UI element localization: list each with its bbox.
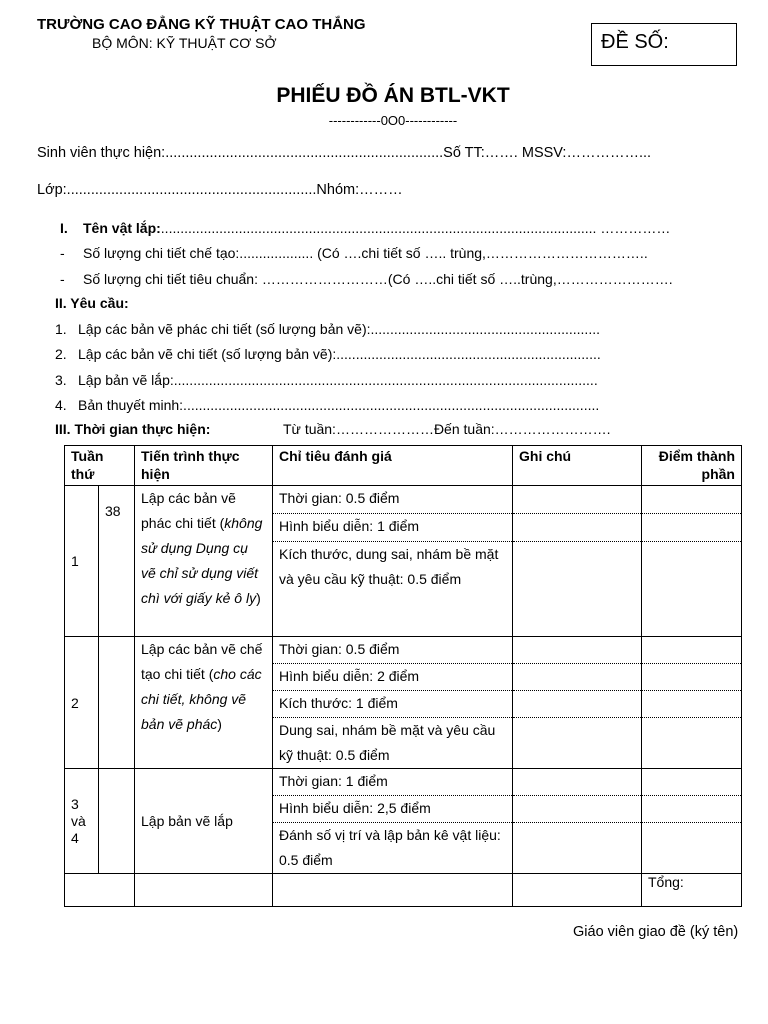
note-cell[interactable]	[513, 691, 642, 718]
table-header-row	[65, 446, 742, 486]
teacher-signature: Giáo viên giao đề (ký tên)	[573, 924, 739, 940]
section1-item-dash: -	[60, 271, 65, 287]
de-so-label: ĐỀ SỐ:	[601, 31, 669, 53]
score-cell[interactable]	[642, 691, 742, 718]
score-cell[interactable]	[642, 718, 742, 769]
section1-title: Tên vật lắp:	[83, 220, 161, 236]
header-criteria: Chỉ tiêu đánh giá	[273, 446, 513, 486]
section3-range: Từ tuần:…………………Đến tuần:…………………….	[283, 421, 611, 437]
note-cell[interactable]	[513, 769, 642, 796]
week-cell: 2	[65, 637, 99, 769]
section2-item: Lập các bản vẽ phác chi tiết (số lượng bản vẽ):...........................................................	[78, 321, 600, 337]
note-cell[interactable]	[513, 796, 642, 823]
total-week-cell	[65, 874, 135, 907]
header-score: Điểm thành phần	[642, 446, 742, 486]
student-line: Sinh viên thực hiện:.....................................................................Số TT:……. MSSV:……………...	[37, 145, 652, 161]
section2-item-num: 4.	[55, 397, 67, 413]
criteria-cell: Dung sai, nhám bề mặt và yêu cầu kỹ thuật: 0.5 điểm	[273, 718, 513, 769]
page-title: PHIẾU ĐỒ ÁN BTL-VKT	[276, 84, 510, 107]
table-row	[65, 637, 742, 664]
week-cell: 3 và 4	[65, 769, 99, 874]
score-cell[interactable]	[642, 486, 742, 514]
department-name: BỘ MÔN: KỸ THUẬT CƠ SỞ	[92, 35, 277, 51]
section1-item: Số lượng chi tiết tiêu chuẩn: ………………………(Có …..chi tiết số …..trùng,…………………….	[83, 271, 673, 287]
week-sub-cell	[99, 769, 135, 874]
school-name: TRƯỜNG CAO ĐẲNG KỸ THUẬT CAO THẮNG	[37, 16, 366, 33]
week-cell: 1	[65, 486, 99, 637]
total-note-cell	[513, 874, 642, 907]
criteria-cell: Đánh số vị trí và lập bản kê vật liệu: 0.5 điểm	[273, 823, 513, 874]
criteria-cell: Hình biểu diễn: 2 điểm	[273, 664, 513, 691]
section2-item: Lập các bản vẽ chi tiết (số lượng bản vẽ):....................................................................	[78, 346, 601, 362]
section1-item: Số lượng chi tiết chế tạo:................... (Có ….chi tiết số ….. trùng,……………………………..	[83, 245, 648, 261]
section2-item: Bản thuyết minh:...........................................................................................................	[78, 397, 600, 413]
note-cell[interactable]	[513, 718, 642, 769]
criteria-cell: Hình biểu diễn: 2,5 điểm	[273, 796, 513, 823]
score-cell[interactable]	[642, 514, 742, 542]
criteria-cell: Thời gian: 0.5 điểm	[273, 637, 513, 664]
total-criteria-cell	[273, 874, 513, 907]
header-note: Ghi chú	[513, 446, 642, 486]
section2-title: II. Yêu cầu:	[55, 295, 129, 311]
class-line: Lớp:..............................................................Nhóm:………	[37, 182, 403, 198]
total-score-cell[interactable]: Tổng:	[642, 874, 742, 907]
section2-item-num: 2.	[55, 346, 67, 362]
criteria-cell: Hình biểu diễn: 1 điểm	[273, 514, 513, 542]
header-progress: Tiến trình thực hiện	[135, 446, 273, 486]
section3-title: III. Thời gian thực hiện:	[55, 421, 211, 437]
week-sub-cell	[99, 637, 135, 769]
progress-cell: Lập các bản vẽ chế tạo chi tiết (cho các chi tiết, không vẽ bản vẽ phác)	[135, 637, 273, 769]
note-cell[interactable]	[513, 823, 642, 874]
score-cell[interactable]	[642, 542, 742, 637]
criteria-cell: Kích thước, dung sai, nhám bề mặt và yêu cầu kỹ thuật: 0.5 điểm	[273, 542, 513, 637]
section1-item-dash: -	[60, 245, 65, 261]
score-cell[interactable]	[642, 637, 742, 664]
page-subtitle: ------------0O0------------	[328, 113, 458, 128]
score-cell[interactable]	[642, 823, 742, 874]
section2-item-num: 1.	[55, 321, 67, 337]
section2-item: Lập bản vẽ lắp:.............................................................................................................	[78, 372, 598, 388]
criteria-cell: Thời gian: 0.5 điểm	[273, 486, 513, 514]
section2-item-num: 3.	[55, 372, 67, 388]
section1-line	[83, 220, 670, 236]
total-row	[65, 874, 742, 907]
section1-num: I.	[60, 220, 68, 236]
section1-dots: ................................................................................................................ ……………	[160, 220, 671, 236]
progress-cell: Lập các bản vẽ phác chi tiết (không sử dụng Dụng cụ vẽ chỉ sử dụng viết chì với giấy kẻ ô ly)	[135, 486, 273, 637]
score-cell[interactable]	[642, 664, 742, 691]
note-cell[interactable]	[513, 542, 642, 637]
note-cell[interactable]	[513, 486, 642, 514]
score-cell[interactable]	[642, 796, 742, 823]
table-row	[65, 769, 742, 796]
score-cell[interactable]	[642, 769, 742, 796]
progress-cell: Lập bản vẽ lắp	[135, 769, 273, 874]
criteria-cell: Kích thước: 1 điểm	[273, 691, 513, 718]
de-so-box	[591, 23, 737, 66]
table-row	[65, 486, 742, 514]
header-week: Tuần thứ	[65, 446, 135, 486]
note-cell[interactable]	[513, 514, 642, 542]
total-progress-cell	[135, 874, 273, 907]
schedule-table	[64, 445, 742, 907]
week-sub-cell: 38	[99, 486, 135, 637]
criteria-cell: Thời gian: 1 điểm	[273, 769, 513, 796]
note-cell[interactable]	[513, 637, 642, 664]
note-cell[interactable]	[513, 664, 642, 691]
